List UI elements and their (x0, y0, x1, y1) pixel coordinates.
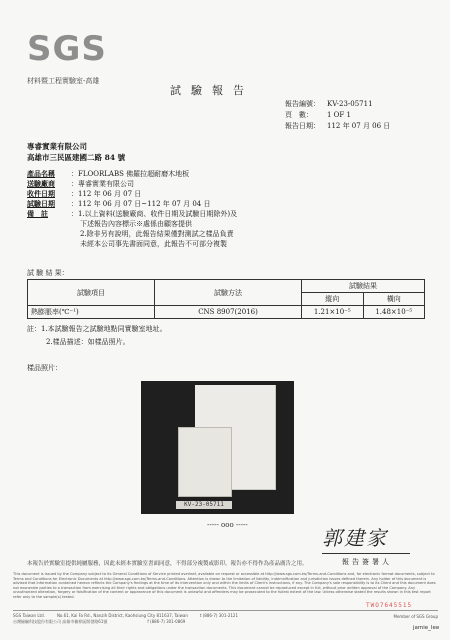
applicant-label: 送驗廠商 (27, 179, 55, 188)
footer-member: Member of SGS Group (393, 614, 438, 619)
info-block (27, 169, 401, 249)
received-label: 收件日期 (27, 189, 55, 198)
signature-area (322, 522, 412, 567)
test-date: ：112 年 06 月 07 日~112 年 07 月 04 日 (71, 200, 211, 208)
applicant-name: ：專睿實業有限公司 (71, 180, 134, 188)
footer-tel: t (886-7) 301-2121 (199, 613, 239, 618)
note-line: 未經本公司事先書面同意，此報告不可部分複製 (80, 240, 227, 248)
date-label: 報告日期： (285, 122, 320, 130)
fineprint: This document is issued by the Company subject to its General Conditions of Service printed overleaf, available on request or accessible at http://www.sgs.com.tw/Terms-and-Conditions and, for electronic format documents, subject to Terms and Conditions for Electronic Documents at http://www.sgs.com.tw/Terms-and-Conditions. Attention is drawn to the limitation of liability, indemnification and jurisdiction issues defined therein. Any holder of this document is advised that information contained hereon reflects the Company's findings at the time of its intervention only and within the limits of Client's instructions, if any. The Company's sole responsibility is to its Client and this document does not exonerate parties to a transaction from exercising all their rights and obligations under the transaction documents. This document cannot be reproduced except in full, without prior written approval of the Company. Any unauthorized alteration, forgery or falsification of the content or appearance of this document is unlawful and offenders may be prosecuted to the fullest extent of the law. Unless otherwise stated the results shown in this test report refer only to the sample(s) tested. (13, 572, 436, 599)
note-line: 下述報告內容標示※處係由顧客提供 (80, 220, 192, 228)
disclaimer: 本報告於實驗室提供純屬服務，因此未經本實驗室書面同意，不得部分複製或影印。報告亦不得作為產品廣告之用。 (27, 561, 308, 567)
col-result: 試驗結果 (302, 280, 425, 293)
test-date-label: 試驗日期 (27, 199, 55, 208)
page-count: 1 OF 1 (327, 111, 351, 119)
footer-address-en: No.61, Kai Fa Rd., Nanzih District, Kaohsiung City 811637, Taiwan (56, 613, 188, 618)
lab-name: 材料暨工程實驗室-高雄 (27, 77, 100, 85)
product-name: ：FLOORLABS 佛羅拉超耐磨木地板 (71, 170, 190, 178)
note-label: 備 註 (27, 209, 48, 218)
photo-label: 樣品照片： (27, 364, 62, 372)
report-meta (285, 99, 390, 132)
footer-company: SGS Taiwan Ltd. (13, 613, 45, 618)
received-date: ：112 年 06 月 07 日 (71, 190, 142, 198)
report-no: KV-23-05711 (327, 100, 373, 108)
signature-line (322, 553, 410, 554)
row-longitudinal: 1.21×10⁻⁵ (302, 306, 364, 319)
signature: 郭建家 (322, 526, 388, 550)
remarks (27, 323, 167, 349)
end-mark: ----- ooo ----- (207, 521, 248, 529)
row-item: 熱膨脹率(℃⁻¹) (28, 306, 155, 319)
row-transverse: 1.48×10⁻⁵ (363, 306, 425, 319)
client-name: 專睿實業有限公司 (27, 142, 87, 151)
results-label: 試 驗 結 果： (27, 269, 69, 277)
table-row (28, 306, 425, 319)
remark-line: 2.樣品描述：如樣品照片。 (46, 338, 130, 346)
logo-text: SGS (27, 29, 107, 69)
serial-number: TWO7645515 (366, 602, 413, 609)
footer-fax: f (886-7) 301-0869 (147, 619, 186, 624)
col-longitudinal: 縱向 (302, 293, 364, 306)
col-transverse: 橫向 (363, 293, 425, 306)
footer (13, 610, 438, 625)
col-method: 試驗方法 (155, 280, 302, 306)
row-method: CNS 8907(2016) (155, 306, 302, 319)
client-address: 高雄市三民區建國二路 84 號 (27, 153, 126, 162)
footer-handle: jamie_lee (413, 625, 440, 631)
client-block (27, 141, 125, 163)
results-table (27, 279, 425, 319)
note-line: 2.除非另有說明，此報告結果僅對測試之樣品負責 (80, 230, 234, 238)
sample-photo (141, 381, 294, 514)
sample-tile-front (178, 427, 232, 497)
sample-tag: KV-23-05711 (176, 501, 232, 509)
report-no-label: 報告編號： (285, 100, 320, 108)
table-header-row (28, 280, 425, 293)
sgs-logo (27, 29, 109, 69)
notes (71, 209, 401, 249)
product-label: 產品名稱 (27, 169, 55, 178)
remark-line: 註：1.本試驗報告之試驗地點同實驗室地址。 (27, 325, 167, 333)
note-line: ：1.以上資料(送驗廠商、收件日期及試驗日期除外)及 (71, 210, 238, 218)
signer-title: 報告簽署人 (342, 558, 392, 566)
report-date: 112 年 07 月 06 日 (327, 122, 391, 130)
col-item: 試驗項目 (28, 280, 155, 306)
page-label: 頁 數： (285, 111, 313, 119)
report-title: 試驗報告 (170, 84, 254, 97)
footer-address-zh: 台灣檢驗科技股份有限公司 高雄市楠梓區開發路61號 (13, 619, 108, 624)
